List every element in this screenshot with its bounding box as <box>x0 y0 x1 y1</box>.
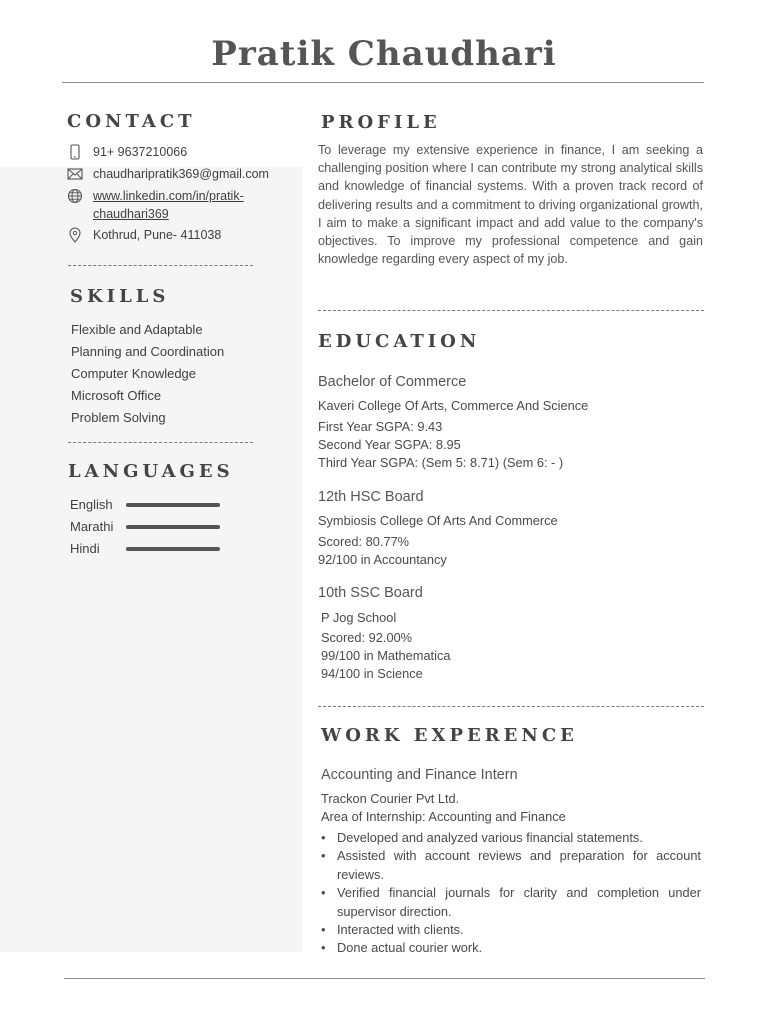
skills-divider <box>68 442 253 443</box>
language-name: English <box>70 497 113 512</box>
linkedin-link-line2: chaudhari369 <box>93 207 169 221</box>
candidate-name: Pratik Chaudhari <box>211 34 557 74</box>
language-level-fill <box>126 503 220 507</box>
education-detail: 99/100 in Mathematica <box>321 648 451 663</box>
language-english <box>70 497 220 512</box>
skills-list <box>71 319 224 429</box>
sidebar-background <box>0 167 302 952</box>
language-level-bar <box>126 503 220 507</box>
education-detail: Second Year SGPA: 8.95 <box>318 437 461 452</box>
email-address: chaudharipratik369@gmail.com <box>93 167 269 181</box>
language-level-bar <box>126 525 220 529</box>
language-level-bar <box>126 547 220 551</box>
languages-heading: LANGUAGES <box>68 461 234 482</box>
contact-heading: CONTACT <box>67 111 196 132</box>
education-detail: First Year SGPA: 9.43 <box>318 419 443 434</box>
work-responsibilities <box>321 829 701 958</box>
education-detail: Scored: 92.00% <box>321 630 413 645</box>
skill-item: Problem Solving <box>71 410 166 425</box>
internship-area: Area of Internship: Accounting and Finance <box>321 809 566 824</box>
education-institution: Kaveri College Of Arts, Commerce And Science <box>318 398 589 413</box>
company-name: Trackon Courier Pvt Ltd. <box>321 791 460 806</box>
contact-address <box>67 226 299 244</box>
skill-item: Microsoft Office <box>71 388 162 403</box>
responsibility-item: • Developed and analyzed various financial statements. <box>321 829 701 847</box>
language-level-fill <box>126 525 220 529</box>
linkedin-link[interactable] <box>93 187 244 223</box>
linkedin-link-line1: www.linkedin.com/in/pratik- <box>93 189 244 203</box>
language-name: Marathi <box>70 519 114 534</box>
language-marathi <box>70 519 220 534</box>
profile-summary: To leverage my extensive experience in finance, I am seeking a challenging position where I can contribute my strong analytical skills and knowledge of financial systems. With a proven track record of delivering results and a commitment to driving organizational growth, I aim to make a significant impact and add value to the company's objectives. To improve my professional competence and gain knowledge regarding every aspect of my job. <box>318 143 703 267</box>
skill-item: Computer Knowledge <box>71 366 197 381</box>
contact-linkedin <box>67 187 299 223</box>
contact-phone <box>67 143 299 161</box>
job-title: Accounting and Finance Intern <box>321 767 518 783</box>
education-divider <box>318 706 704 707</box>
education-detail: 94/100 in Science <box>321 666 423 681</box>
language-hindi <box>70 541 220 556</box>
skill-item: Flexible and Adaptable <box>71 322 203 337</box>
work-heading: WORK EXPERENCE <box>321 725 578 746</box>
contact-divider <box>68 265 253 266</box>
responsibility-item: • Done actual courier work. <box>321 939 701 957</box>
education-detail: Third Year SGPA: (Sem 5: 8.71) (Sem 6: - ) <box>318 455 564 470</box>
mail-icon <box>67 166 83 182</box>
profile-divider <box>318 310 704 311</box>
responsibility-item: • Verified financial journals for clarity and completion under supervisor direction. <box>321 884 701 921</box>
footer-rule <box>64 978 705 979</box>
phone-number: 91+ 9637210066 <box>93 145 188 159</box>
education-detail: Scored: 80.77% <box>318 534 410 549</box>
responsibility-item: • Interacted with clients. <box>321 921 701 939</box>
phone-icon <box>67 144 83 160</box>
location-pin-icon <box>67 227 83 243</box>
responsibility-item: • Assisted with account reviews and preparation for account reviews. <box>321 847 701 884</box>
contact-email <box>67 165 299 183</box>
address: Kothrud, Pune- 411038 <box>93 228 222 242</box>
education-title: Bachelor of Commerce <box>318 374 467 390</box>
skill-item: Planning and Coordination <box>71 344 225 359</box>
header-rule <box>62 82 704 83</box>
language-level-fill <box>126 547 220 551</box>
skills-heading: SKILLS <box>70 286 170 307</box>
education-detail: 92/100 in Accountancy <box>318 552 447 567</box>
language-name: Hindi <box>70 541 100 556</box>
profile-heading: PROFILE <box>321 112 441 133</box>
education-title: 12th HSC Board <box>318 489 424 505</box>
education-institution: P Jog School <box>321 610 397 625</box>
education-heading: EDUCATION <box>318 331 481 352</box>
education-title: 10th SSC Board <box>318 585 423 601</box>
globe-icon <box>67 188 83 204</box>
education-institution: Symbiosis College Of Arts And Commerce <box>318 513 558 528</box>
